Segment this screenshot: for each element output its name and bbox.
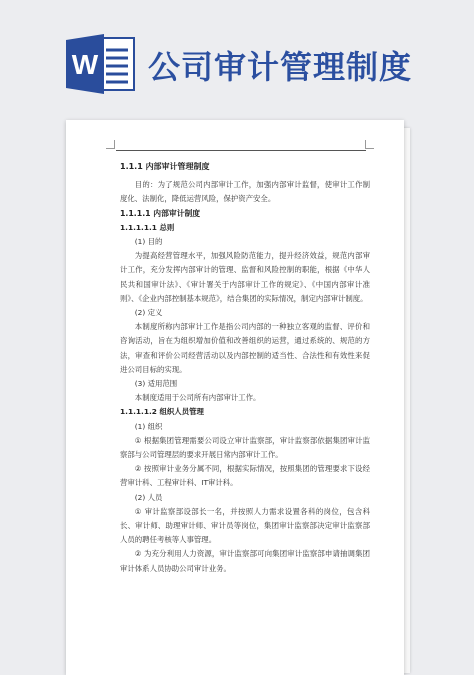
- crop-mark-top-left: [106, 140, 115, 149]
- document-body: [120, 160, 370, 576]
- clause-heading: 1.1.1.1.2 组织人员管理: [120, 407, 204, 417]
- logo-letter: W: [71, 49, 99, 80]
- section-heading: 1.1.1 内部审计管理制度: [120, 162, 210, 171]
- list-item-label: (1) 目的: [134, 237, 163, 247]
- clause-heading: 1.1.1.1.1 总则: [120, 222, 175, 232]
- paragraph: 目的：为了规范公司内部审计工作，加强内部审计监督，使审计工作制度化、法制化，降低运营风险，保护资产安全。: [120, 180, 370, 204]
- subsection-heading: 1.1.1.1 内部审计制度: [120, 208, 201, 218]
- paragraph: 本制度适用于公司所有内部审计工作。: [134, 393, 261, 403]
- list-item-label: (2) 人员: [134, 492, 163, 502]
- list-item-label: (2) 定义: [134, 308, 163, 318]
- list-item-label: (3) 适用范围: [134, 379, 178, 389]
- paragraph: ② 为充分利用人力资源，审计监察部可向集团审计监察部申请抽调集团审计体系人员协助公司审计业务。: [120, 549, 370, 573]
- paragraph: ① 审计监察部设部长一名，并按照人力需求设置各科的岗位，包含科长、审计师、助理审计师、审计员等岗位，集团审计监察部决定审计监察部人员的聘任考核等人事管理。: [120, 506, 370, 545]
- header-rule: [116, 150, 366, 151]
- banner: [0, 0, 474, 112]
- document-title: 公司审计管理制度: [148, 48, 413, 86]
- word-doc-icon: [66, 32, 136, 96]
- document-page: [66, 120, 404, 675]
- paragraph: ① 根据集团管理需要公司设立审计监察部，审计监察部依据集团审计监察部与公司管理层的要求开展日常内部审计工作。: [120, 435, 370, 460]
- paragraph: 为提高经营管理水平，加强风险防范能力，提升经济效益，规范内部审计工作，充分发挥内部审计的管理、监督和风险控制的职能，根据《中华人民共和国审计法》、《审计署关于内部审计工作的规定》、《中国内部审计准则》、《企业内部控制基本规范》，结合集团的实际情况，制定内部审计制度。: [120, 251, 370, 303]
- paragraph: 本制度所称内部审计工作是指公司内部的一种独立客观的监督、评价和咨询活动，旨在为组织增加价值和改善组织的运营，通过系统的、规范的方法，审查和评价公司经营活动以及内部控制的适当性、合法性和有效性来促进公司目标的实现。: [120, 322, 370, 374]
- crop-mark-top-right: [365, 140, 374, 149]
- list-item-label: (1) 组织: [134, 421, 163, 431]
- paragraph: ② 按照审计业务分属不同，根据实际情况，按照集团的管理要求下设经营审计科、工程审计科、IT审计科。: [120, 464, 370, 488]
